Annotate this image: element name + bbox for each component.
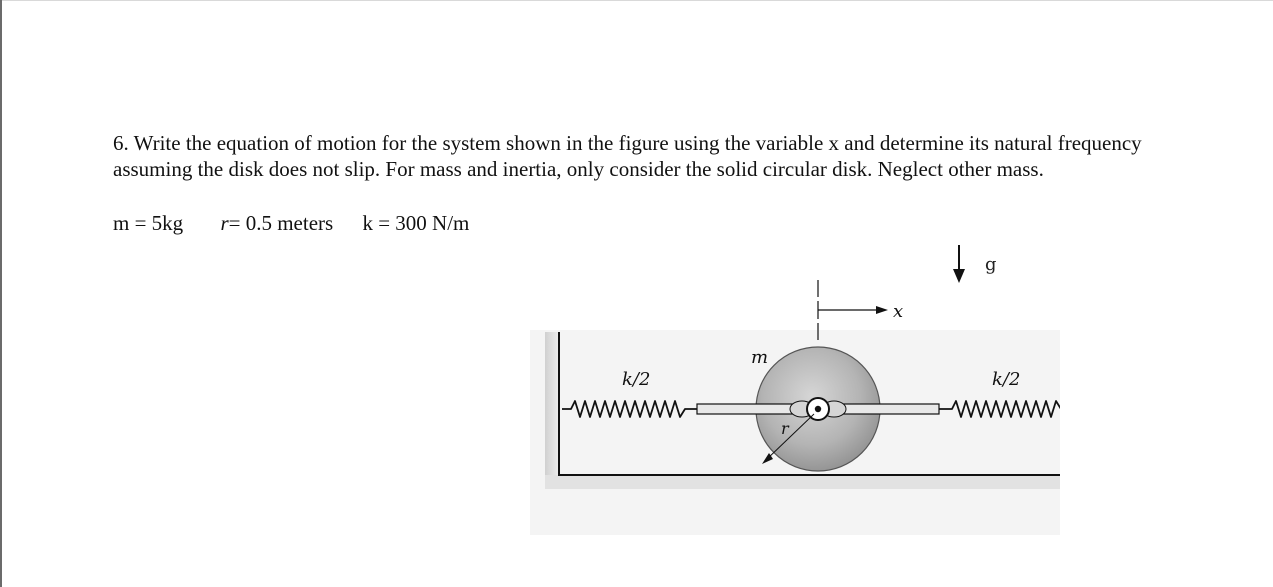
mass-label: m xyxy=(751,347,769,368)
gravity-label: g xyxy=(985,254,997,275)
x-label: x xyxy=(893,301,904,322)
left-spring-label: k/2 xyxy=(622,369,651,390)
right-spring-label: k/2 xyxy=(992,369,1021,390)
page-left-edge xyxy=(0,0,2,587)
stiffness-parameter: k = 300 N/m xyxy=(362,211,470,235)
mass-parameter: m = 5kg xyxy=(113,211,184,235)
radius-value: = 0.5 meters xyxy=(228,211,334,235)
gravity-arrow-head xyxy=(953,269,965,283)
mechanism-figure xyxy=(500,235,1060,535)
x-arrow-head xyxy=(876,306,888,314)
page-top-edge xyxy=(0,0,1273,1)
radius-parameter xyxy=(220,210,333,236)
radius-label: r xyxy=(781,419,789,438)
left-wall xyxy=(545,332,559,475)
floor xyxy=(545,475,1060,489)
radius-symbol: r xyxy=(220,211,229,235)
problem-statement: 6. Write the equation of motion for the system shown in the figure using the variable x and determine its natural frequency assuming the disk does not slip. For mass and inertia, only consider the solid circular disk. Neglect other mass. xyxy=(113,131,1142,181)
given-parameters xyxy=(113,210,469,236)
axle-center xyxy=(815,406,821,412)
